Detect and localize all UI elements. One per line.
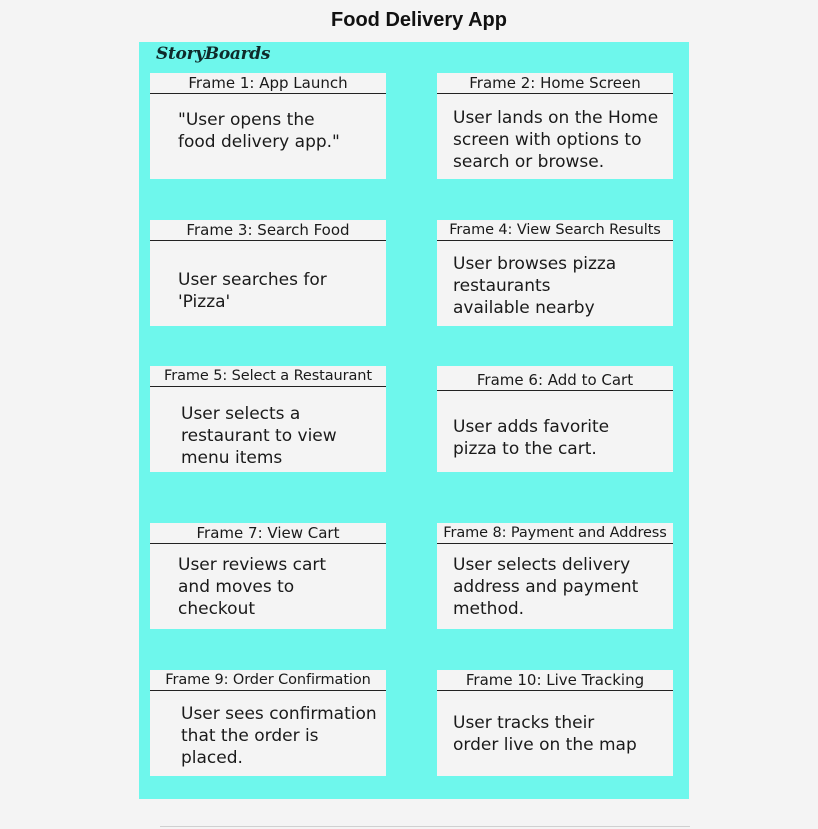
frame-description: User tracks their order live on the map — [453, 713, 637, 755]
frame-description: User selects a restaurant to view menu items — [181, 404, 337, 468]
page-title: Food Delivery App — [331, 9, 507, 31]
frame-title: Frame 4: View Search Results — [437, 220, 673, 241]
frame-title: Frame 8: Payment and Address — [437, 523, 673, 544]
frame-description: User lands on the Home screen with options to search or browse. — [453, 108, 659, 172]
frame-title: Frame 3: Search Food — [150, 220, 386, 241]
frame-10[interactable] — [437, 670, 673, 776]
frame-description: User reviews cart and moves to checkout — [178, 555, 327, 619]
frame-2[interactable] — [437, 73, 673, 179]
frame-description: User adds favorite pizza to the cart. — [453, 417, 610, 459]
frame-6[interactable] — [437, 366, 673, 472]
storyboard-canvas — [139, 42, 689, 799]
frame-title: Frame 10: Live Tracking — [437, 670, 673, 691]
frame-description: User selects delivery address and payment method. — [453, 555, 639, 619]
frame-title: Frame 2: Home Screen — [437, 73, 673, 94]
frame-description: User searches for 'Pizza' — [178, 270, 327, 312]
frame-title: Frame 5: Select a Restaurant — [150, 366, 386, 387]
frame-title: Frame 7: View Cart — [150, 523, 386, 544]
frame-title: Frame 9: Order Confirmation — [150, 670, 386, 691]
divider — [160, 826, 690, 827]
frame-8[interactable] — [437, 523, 673, 629]
frame-description: User browses pizza restaurants available nearby — [453, 254, 617, 318]
frame-9[interactable] — [150, 670, 386, 776]
frame-title: Frame 1: App Launch — [150, 73, 386, 94]
frame-3[interactable] — [150, 220, 386, 326]
frame-title: Frame 6: Add to Cart — [437, 370, 673, 391]
frame-1[interactable] — [150, 73, 386, 179]
frame-description: User sees confirmation that the order is placed. — [181, 704, 377, 768]
frame-description: "User opens the food delivery app." — [178, 110, 340, 152]
frame-7[interactable] — [150, 523, 386, 629]
storyboard-label: StoryBoards — [156, 44, 271, 64]
frame-5[interactable] — [150, 366, 386, 472]
frame-4[interactable] — [437, 220, 673, 326]
